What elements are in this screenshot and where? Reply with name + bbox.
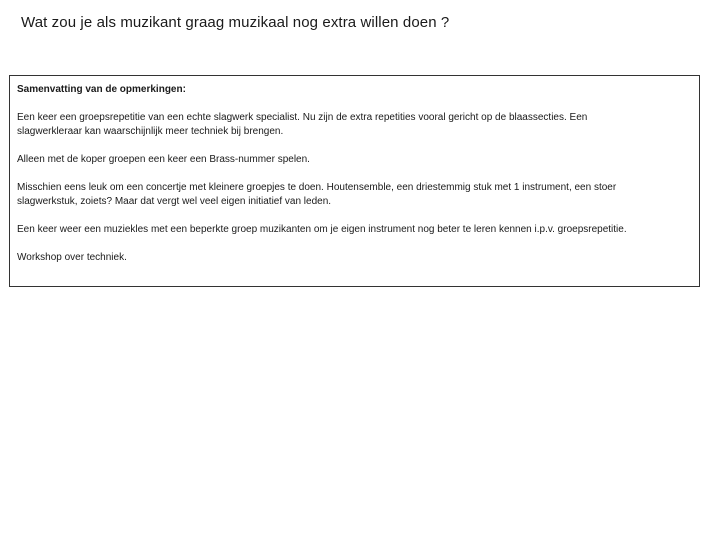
page-title: Wat zou je als muzikant graag muzikaal nog extra willen doen ? (21, 14, 450, 31)
remark-text: Een keer een groepsrepetitie van een echte slagwerk specialist. Nu zijn de extra repetities vooral gericht op de blaassecties. Een (17, 112, 588, 123)
remark-text: Misschien eens leuk om een concertje met kleinere groepjes te doen. Houtensemble, een driestemmig stuk met 1 instrument, een stoer (17, 182, 617, 193)
remark-item (17, 251, 699, 265)
remark-text: slagwerkleraar kan waarschijnlijk meer techniek bij brengen. (17, 126, 284, 137)
summary-text-box (9, 75, 700, 287)
remark-text: slagwerkstuk, zoiets? Maar dat vergt wel veel eigen initiatief van leden. (17, 196, 332, 207)
remark-text: Alleen met de koper groepen een keer een Brass-nummer spelen. (17, 154, 310, 165)
remark-item (17, 153, 699, 167)
remark-text: Een keer weer een muziekles met een beperkte groep muzikanten om je eigen instrument nog beter te leren kennen i.p.v. groepsrepetitie. (17, 224, 627, 235)
remark-item (17, 181, 699, 209)
remark-item (17, 111, 699, 139)
summary-heading: Samenvatting van de opmerkingen: (17, 84, 186, 95)
remark-item (17, 223, 699, 237)
remark-text: Workshop over techniek. (17, 252, 127, 263)
